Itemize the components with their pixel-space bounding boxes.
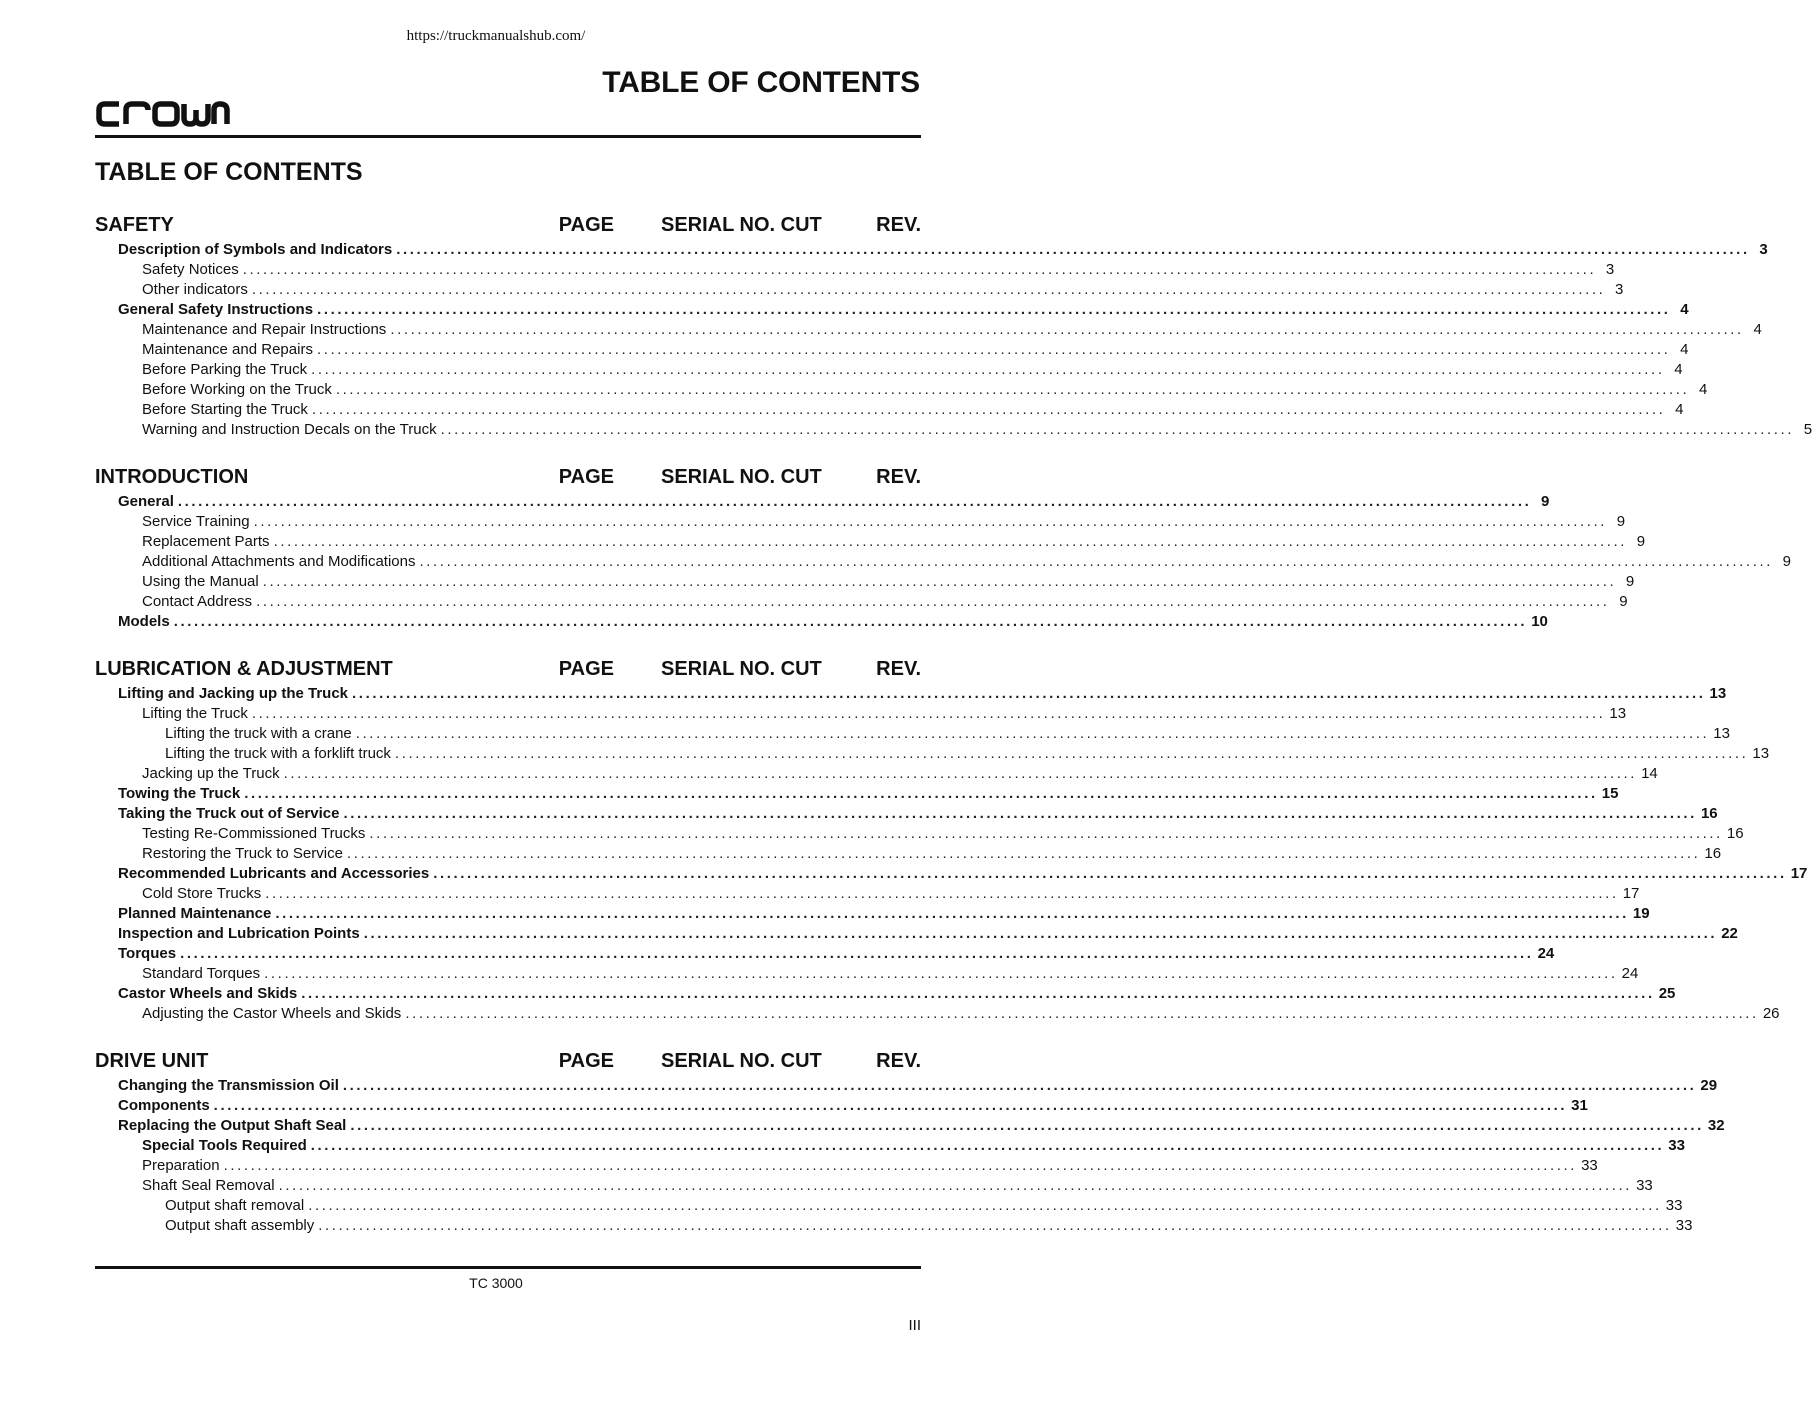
toc-entry-title: Torques [118, 945, 177, 962]
toc-entry[interactable] [142, 380, 1708, 400]
toc-entry[interactable] [118, 864, 1808, 884]
toc-entry-page: 33 [1668, 1137, 1685, 1154]
toc-entry-page: 15 [1601, 785, 1619, 802]
crown-logo-icon [95, 96, 231, 130]
dot-leader: ........................................................................................................................................................................................................ [405, 1005, 1759, 1022]
toc-entry-title: Special Tools Required [142, 1137, 307, 1154]
toc-entry-title: Adjusting the Castor Wheels and Skids [142, 1005, 402, 1022]
toc-entry-page: 3 [1759, 241, 1768, 258]
document-title: TABLE OF CONTENTS [95, 158, 363, 186]
dot-leader: ........................................................................................................................................................................................................ [343, 805, 1697, 822]
toc-entry[interactable] [118, 924, 1738, 944]
rev-column-header: REV. [876, 466, 921, 488]
toc-entry[interactable] [118, 984, 1676, 1004]
dot-leader: ........................................................................................................................................................................................................ [363, 925, 1718, 942]
toc-section [0, 466, 1791, 632]
rev-column-header: REV. [876, 1050, 921, 1072]
toc-entry-title: Warning and Instruction Decals on the Truck [142, 421, 437, 438]
toc-entry-page: 33 [1675, 1217, 1693, 1234]
toc-entry-title: Contact Address [142, 593, 253, 610]
toc-entry-title: Testing Re-Commissioned Trucks [142, 825, 366, 842]
dot-leader: ........................................................................................................................................................................................................ [396, 241, 1750, 258]
toc-entry-title: Cold Store Trucks [142, 885, 262, 902]
toc-entry[interactable] [142, 964, 1639, 984]
dot-leader: ........................................................................................................................................................................................................ [317, 301, 1671, 318]
toc-entry-title: Towing the Truck [118, 785, 241, 802]
toc-entry-page: 25 [1658, 985, 1676, 1002]
rev-column-header: REV. [876, 658, 921, 680]
toc-entry-title: Lifting and Jacking up the Truck [118, 685, 349, 702]
toc-entry[interactable] [142, 400, 1684, 420]
toc-entry-page: 13 [1713, 725, 1730, 742]
toc-entry[interactable] [142, 824, 1744, 844]
toc-entry-page: 13 [1709, 685, 1727, 702]
dot-leader: ........................................................................................................................................................................................................ [251, 705, 1606, 722]
dot-leader: ........................................................................................................................................................................................................ [177, 493, 1532, 510]
dot-leader: ........................................................................................................................................................................................................ [433, 865, 1787, 882]
toc-entry-title: Output shaft assembly [165, 1217, 315, 1234]
toc-entry[interactable] [142, 572, 1635, 592]
toc-entry[interactable] [142, 844, 1722, 864]
toc-entry-page: 29 [1700, 1077, 1718, 1094]
toc-entry-page: 9 [1782, 553, 1791, 570]
section-header [0, 214, 992, 240]
dot-leader: ........................................................................................................................................................................................................ [262, 573, 1617, 590]
toc-entry[interactable] [142, 532, 1646, 552]
toc-entry[interactable] [142, 512, 1626, 532]
toc-entry-page: 4 [1753, 321, 1762, 338]
toc-entry-page: 33 [1636, 1177, 1653, 1194]
toc-entry-title: Castor Wheels and Skids [118, 985, 298, 1002]
toc-entry[interactable] [142, 360, 1683, 380]
toc-entry-page: 13 [1752, 745, 1770, 762]
dot-leader: ........................................................................................................................................................................................................ [275, 905, 1629, 922]
dot-leader: ........................................................................................................................................................................................................ [342, 1077, 1697, 1094]
toc-entry[interactable] [142, 260, 1615, 280]
toc-entry-page: 9 [1625, 573, 1635, 590]
toc-entry-title: Output shaft removal [165, 1197, 305, 1214]
serial-column-header: SERIAL NO. CUT [661, 658, 822, 680]
toc-entry[interactable] [142, 592, 1628, 612]
footer-rule [95, 1266, 921, 1269]
toc-entry-title: Lifting the truck with a forklift truck [165, 745, 391, 762]
toc-entry-page: 33 [1581, 1157, 1598, 1174]
toc-entry-page: 17 [1622, 885, 1640, 902]
page-column-header: PAGE [558, 214, 614, 236]
toc-entry[interactable] [142, 1176, 1653, 1196]
toc-entry-page: 4 [1680, 301, 1689, 318]
toc-entry-title: Service Training [142, 513, 250, 530]
dot-leader: ........................................................................................................................................................................................................ [352, 685, 1706, 702]
toc-entry-page: 5 [1803, 421, 1812, 438]
toc-entry[interactable] [118, 904, 1650, 924]
toc-entry-page: 22 [1721, 925, 1738, 942]
toc-entry-title: Standard Torques [142, 965, 261, 982]
table-of-contents [0, 214, 1812, 1262]
section-header [0, 1050, 992, 1076]
dot-leader: ........................................................................................................................................................................................................ [318, 1217, 1672, 1234]
toc-entry-title: Lifting the truck with a crane [165, 725, 352, 742]
toc-entry-title: Safety Notices [142, 261, 239, 278]
toc-entry-page: 3 [1605, 261, 1615, 278]
toc-entry[interactable] [118, 240, 1768, 260]
section-title: SAFETY [95, 214, 174, 236]
toc-entry[interactable] [118, 492, 1550, 512]
footer-code: TC 3000 [469, 1275, 523, 1291]
toc-entry[interactable] [142, 704, 1627, 724]
toc-entry-title: Description of Symbols and Indicators [118, 241, 393, 258]
dot-leader: ........................................................................................................................................................................................................ [173, 613, 1528, 630]
toc-entry-title: Changing the Transmission Oil [118, 1077, 339, 1094]
section-title: LUBRICATION & ADJUSTMENT [95, 658, 393, 680]
source-url[interactable]: https://truckmanualshub.com/ [406, 28, 586, 44]
dot-leader: ........................................................................................................................................................................................................ [316, 341, 1671, 358]
toc-entry-title: Models [118, 613, 170, 630]
toc-entry-page: 32 [1707, 1117, 1725, 1134]
toc-entry[interactable] [142, 420, 1812, 440]
toc-entry-page: 4 [1680, 341, 1689, 358]
dot-leader: ........................................................................................................................................................................................................ [244, 785, 1598, 802]
dot-leader: ........................................................................................................................................................................................................ [335, 381, 1690, 398]
toc-entry[interactable] [165, 1196, 1683, 1216]
toc-entry-title: Inspection and Lubrication Points [118, 925, 360, 942]
section-title: DRIVE UNIT [95, 1050, 209, 1072]
toc-entry-title: Additional Attachments and Modifications [142, 553, 416, 570]
toc-entry-page: 14 [1641, 765, 1658, 782]
dot-leader: ........................................................................................................................................................................................................ [278, 1177, 1633, 1194]
dot-leader: ........................................................................................................................................................................................................ [369, 825, 1723, 842]
toc-entry[interactable] [142, 1004, 1780, 1024]
toc-entry-title: Restoring the Truck to Service [142, 845, 343, 862]
toc-entry-page: 4 [1674, 361, 1683, 378]
toc-entry-page: 9 [1541, 493, 1550, 510]
dot-leader: ........................................................................................................................................................................................................ [390, 321, 1744, 338]
toc-entry-page: 24 [1537, 945, 1555, 962]
toc-entry[interactable] [118, 784, 1619, 804]
toc-entry-page: 4 [1698, 381, 1708, 398]
toc-entry[interactable] [118, 1076, 1718, 1096]
dot-leader: ........................................................................................................................................................................................................ [283, 765, 1638, 782]
toc-entry-title: Components [118, 1097, 210, 1114]
toc-entry-page: 16 [1704, 845, 1722, 862]
toc-entry[interactable] [118, 1096, 1588, 1116]
toc-entry[interactable] [118, 1116, 1725, 1136]
dot-leader: ........................................................................................................................................................................................................ [251, 281, 1606, 298]
dot-leader: ........................................................................................................................................................................................................ [253, 513, 1608, 530]
dot-leader: ........................................................................................................................................................................................................ [346, 845, 1701, 862]
toc-entry-title: Preparation [142, 1157, 220, 1174]
dot-leader: ........................................................................................................................................................................................................ [394, 745, 1749, 762]
dot-leader: ........................................................................................................................................................................................................ [213, 1097, 1568, 1114]
toc-entry-title: Replacing the Output Shaft Seal [118, 1117, 347, 1134]
toc-entry[interactable] [142, 1136, 1685, 1156]
toc-entry[interactable] [142, 884, 1640, 904]
toc-entry[interactable] [142, 552, 1791, 572]
toc-entry-title: Replacement Parts [142, 533, 270, 550]
serial-column-header: SERIAL NO. CUT [661, 214, 822, 236]
section-header [0, 658, 992, 684]
dot-leader: ........................................................................................................................................................................................................ [223, 1157, 1578, 1174]
dot-leader: ........................................................................................................................................................................................................ [311, 401, 1666, 418]
toc-entry[interactable] [142, 320, 1762, 340]
toc-entry-title: Recommended Lubricants and Accessories [118, 865, 430, 882]
toc-entry-page: 9 [1619, 593, 1628, 610]
toc-entry-page: 16 [1726, 825, 1744, 842]
page-column-header: PAGE [558, 658, 614, 680]
rev-column-header: REV. [876, 214, 921, 236]
dot-leader: ........................................................................................................................................................................................................ [310, 1137, 1665, 1154]
dot-leader: ........................................................................................................................................................................................................ [301, 985, 1655, 1002]
section-header [0, 466, 992, 492]
toc-section [0, 214, 1812, 440]
dot-leader: ........................................................................................................................................................................................................ [264, 965, 1618, 982]
page-column-header: PAGE [558, 1050, 614, 1072]
toc-entry[interactable] [118, 684, 1727, 704]
toc-entry-page: 9 [1636, 533, 1646, 550]
toc-entry[interactable] [165, 744, 1770, 764]
toc-entry-title: Using the Manual [142, 573, 259, 590]
toc-entry-title: Before Parking the Truck [142, 361, 308, 378]
dot-leader: ........................................................................................................................................................................................................ [311, 361, 1665, 378]
toc-entry-page: 33 [1665, 1197, 1683, 1214]
toc-entry-title: Before Starting the Truck [142, 401, 308, 418]
section-title: INTRODUCTION [95, 466, 249, 488]
toc-entry-title: Before Working on the Truck [142, 381, 332, 398]
dot-leader: ........................................................................................................................................................................................................ [355, 725, 1710, 742]
toc-entry-title: Maintenance and Repair Instructions [142, 321, 387, 338]
page-column-header: PAGE [558, 466, 614, 488]
toc-entry[interactable] [118, 612, 1548, 632]
toc-entry-page: 4 [1675, 401, 1684, 418]
dot-leader: ........................................................................................................................................................................................................ [419, 553, 1773, 570]
toc-entry-title: Shaft Seal Removal [142, 1177, 275, 1194]
toc-entry-page: 16 [1700, 805, 1718, 822]
dot-leader: ........................................................................................................................................................................................................ [273, 533, 1628, 550]
dot-leader: ........................................................................................................................................................................................................ [180, 945, 1534, 962]
toc-entry-page: 24 [1621, 965, 1639, 982]
dot-leader: ........................................................................................................................................................................................................ [440, 421, 1795, 438]
toc-entry[interactable] [142, 1156, 1598, 1176]
dot-leader: ........................................................................................................................................................................................................ [265, 885, 1619, 902]
toc-entry-title: General [118, 493, 174, 510]
page-number: III [908, 1317, 921, 1334]
toc-entry-title: Lifting the Truck [142, 705, 248, 722]
toc-entry[interactable] [142, 340, 1689, 360]
dot-leader: ........................................................................................................................................................................................................ [308, 1197, 1662, 1214]
dot-leader: ........................................................................................................................................................................................................ [256, 593, 1610, 610]
toc-entry-title: Maintenance and Repairs [142, 341, 313, 358]
toc-entry-title: Planned Maintenance [118, 905, 272, 922]
toc-entry-title: Other indicators [142, 281, 248, 298]
toc-entry-page: 9 [1616, 513, 1626, 530]
toc-entry-page: 3 [1615, 281, 1624, 298]
toc-entry[interactable] [118, 804, 1718, 824]
toc-section [0, 1050, 1725, 1236]
toc-entry-page: 10 [1531, 613, 1548, 630]
toc-entry[interactable] [118, 944, 1555, 964]
toc-entry[interactable] [165, 1216, 1693, 1236]
toc-entry-page: 19 [1632, 905, 1650, 922]
toc-entry-page: 17 [1790, 865, 1808, 882]
toc-entry-title: Jacking up the Truck [142, 765, 280, 782]
toc-entry[interactable] [118, 300, 1689, 320]
toc-entry-page: 13 [1609, 705, 1627, 722]
toc-entry[interactable] [142, 280, 1624, 300]
toc-entry[interactable] [165, 724, 1730, 744]
toc-entry-title: General Safety Instructions [118, 301, 314, 318]
toc-entry[interactable] [142, 764, 1658, 784]
header-title: TABLE OF CONTENTS [602, 66, 920, 99]
header-rule [95, 135, 921, 138]
toc-section [0, 658, 1808, 1024]
serial-column-header: SERIAL NO. CUT [661, 466, 822, 488]
serial-column-header: SERIAL NO. CUT [661, 1050, 822, 1072]
toc-entry-page: 31 [1571, 1097, 1588, 1114]
toc-entry-title: Taking the Truck out of Service [118, 805, 340, 822]
toc-entry-page: 26 [1762, 1005, 1780, 1022]
dot-leader: ........................................................................................................................................................................................................ [242, 261, 1597, 278]
dot-leader: ........................................................................................................................................................................................................ [350, 1117, 1704, 1134]
